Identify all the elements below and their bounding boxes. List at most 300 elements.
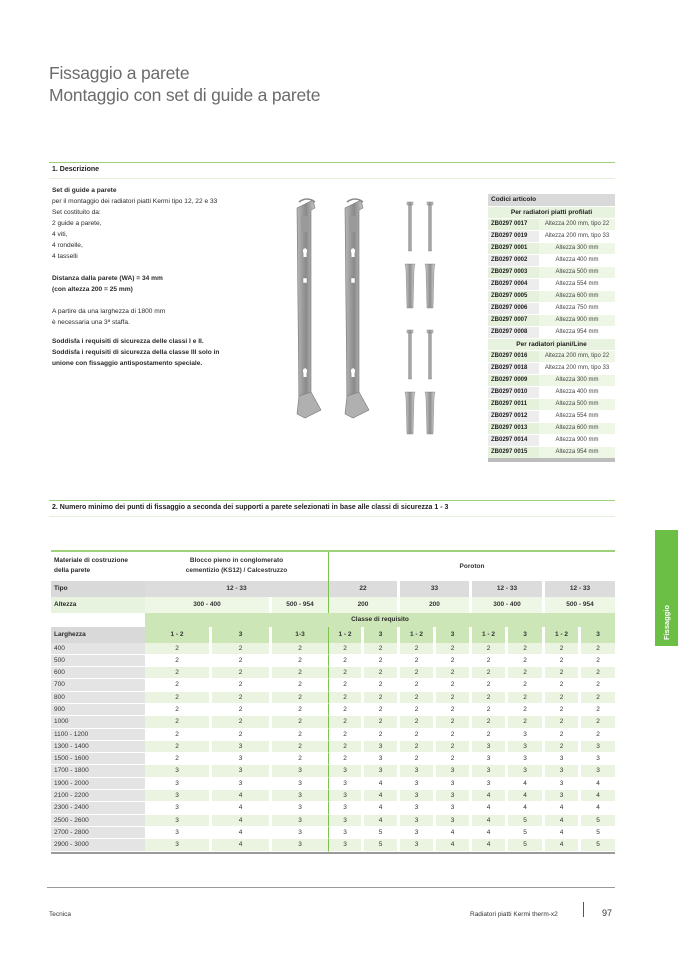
class-header: 1 - 2: [145, 627, 209, 643]
fixing-count: 2: [505, 643, 542, 655]
width-label: 700: [51, 679, 145, 691]
fixing-count: 3: [269, 839, 328, 851]
code-row: [488, 218, 615, 230]
code-row: [488, 386, 615, 398]
fixing-count: 3: [433, 815, 469, 827]
fixing-count: 3: [397, 790, 433, 802]
width-label: 800: [51, 692, 145, 704]
fixing-count: 4: [469, 815, 505, 827]
fixing-count: 2: [328, 643, 361, 655]
fixing-count: 3: [269, 802, 328, 814]
fixing-count: 4: [542, 839, 578, 851]
fixing-count: 5: [361, 839, 397, 851]
fixing-count: 2: [145, 679, 209, 691]
fixing-count: 3: [397, 778, 433, 790]
fixing-count: 3: [145, 765, 209, 777]
fixing-count: 3: [542, 765, 578, 777]
classe-row: [51, 613, 615, 627]
fixing-count: 2: [328, 716, 361, 728]
fixing-count: 2: [361, 643, 397, 655]
article-desc: Altezza 750 mm: [539, 303, 615, 314]
fixing-count: 2: [145, 741, 209, 753]
description-block: [52, 185, 282, 369]
fixing-count: 3: [542, 753, 578, 765]
material-block-header: Blocco pieno in conglomerato cementizio (KS12) / Calcestruzzo: [185, 557, 288, 574]
fixing-count: 2: [269, 655, 328, 667]
fixing-count: 2: [433, 679, 469, 691]
fixing-count: 2: [328, 704, 361, 716]
fixing-count: 2: [269, 679, 328, 691]
distance-line: Distanza dalla parete (WA) = 34 mm: [52, 275, 163, 282]
fixing-count: 4: [578, 802, 615, 814]
fixing-count: 4: [469, 839, 505, 851]
fixing-count: 2: [269, 729, 328, 741]
fixing-count: 3: [269, 815, 328, 827]
page-title: [49, 62, 320, 106]
safety-line: Soddisfa i requisiti di sicurezza delle classi I e II.: [52, 338, 204, 345]
fixing-count: 2: [433, 643, 469, 655]
code-row: [488, 398, 615, 410]
article-desc: Altezza 400 mm: [539, 387, 615, 398]
fixing-count: 2: [542, 704, 578, 716]
class-header: 3: [209, 627, 269, 643]
fixing-count: 2: [361, 729, 397, 741]
fixing-count: 2: [469, 729, 505, 741]
fixing-count: 3: [145, 778, 209, 790]
article-code: ZB0297 0015: [488, 447, 539, 458]
distance-line: (con altezza 200 = 25 mm): [52, 286, 133, 293]
fixing-count: 3: [361, 753, 397, 765]
article-desc: Altezza 200 mm, tipo 22: [539, 219, 615, 230]
table-row: [51, 679, 615, 691]
code-row: [488, 254, 615, 266]
article-desc: Altezza 200 mm, tipo 22: [539, 351, 615, 362]
fixing-count: 3: [469, 765, 505, 777]
fixing-count: 2: [209, 704, 269, 716]
fixing-count: 2: [269, 704, 328, 716]
fixing-count: 2: [328, 692, 361, 704]
fixing-count: 2: [578, 643, 615, 655]
fixing-count: 3: [397, 765, 433, 777]
code-row: [488, 242, 615, 254]
fixing-count: 2: [328, 679, 361, 691]
fixing-count: 2: [469, 667, 505, 679]
note-line: è necessaria una 3ª staffa.: [52, 319, 130, 326]
fixing-count: 2: [361, 667, 397, 679]
fixing-count: 2: [397, 667, 433, 679]
fixing-count: 4: [209, 790, 269, 802]
article-code: ZB0297 0002: [488, 255, 539, 266]
fixing-count: 3: [397, 815, 433, 827]
fixing-count: 2: [361, 692, 397, 704]
fixing-count: 4: [505, 790, 542, 802]
code-row: [488, 434, 615, 446]
code-row: [488, 446, 615, 458]
fixing-count: 3: [209, 778, 269, 790]
article-code: ZB0297 0019: [488, 231, 539, 242]
product-illustration: [285, 196, 480, 436]
fixing-count: 2: [145, 643, 209, 655]
article-code: ZB0297 0011: [488, 399, 539, 410]
code-row: [488, 326, 615, 338]
code-row: [488, 314, 615, 326]
fixing-count: 3: [328, 790, 361, 802]
fixing-count: 2: [145, 704, 209, 716]
fixing-count: 2: [209, 692, 269, 704]
fixing-count: 2: [209, 655, 269, 667]
fixing-count: 2: [361, 679, 397, 691]
width-label: 500: [51, 655, 145, 667]
width-label: 2700 - 2800: [51, 827, 145, 839]
fixing-count: 4: [469, 790, 505, 802]
code-row: [488, 230, 615, 242]
fixing-count: 3: [209, 741, 269, 753]
product-title: Set di guide a parete: [52, 187, 117, 194]
width-label: 1500 - 1600: [51, 753, 145, 765]
article-code: ZB0297 0003: [488, 267, 539, 278]
article-code: ZB0297 0004: [488, 279, 539, 290]
fixing-count: 4: [542, 815, 578, 827]
fixing-count: 4: [433, 839, 469, 851]
fixing-count: 2: [433, 655, 469, 667]
fixing-count: 3: [145, 802, 209, 814]
fixing-count: 2: [578, 704, 615, 716]
fixing-count: 4: [209, 802, 269, 814]
fixing-count: 2: [578, 716, 615, 728]
wall-bracket-set-icon: [285, 196, 480, 436]
desc-line: 4 rondelle,: [52, 242, 83, 249]
fixing-count: 2: [328, 667, 361, 679]
width-label: 1900 - 2000: [51, 778, 145, 790]
fixing-count: 2: [397, 692, 433, 704]
table-row: [51, 716, 615, 728]
desc-line: per il montaggio dei radiatori piatti Kermi tipo 12, 22 e 33: [52, 198, 218, 205]
article-desc: Altezza 400 mm: [539, 255, 615, 266]
fixing-count: 3: [269, 790, 328, 802]
fixing-count: 2: [505, 679, 542, 691]
article-desc: Altezza 554 mm: [539, 279, 615, 290]
fixing-count: 2: [397, 753, 433, 765]
fixing-count: 3: [361, 765, 397, 777]
fixing-count: 2: [578, 667, 615, 679]
fixing-count: 3: [269, 778, 328, 790]
codes-header: Codici articolo: [488, 194, 615, 206]
fixing-count: 3: [505, 753, 542, 765]
width-label: 2900 - 3000: [51, 839, 145, 851]
article-code: ZB0297 0018: [488, 363, 539, 374]
fixing-count: 3: [328, 802, 361, 814]
fixing-count: 4: [469, 802, 505, 814]
code-row: [488, 302, 615, 314]
safety-line: Soddisfa i requisiti di sicurezza della classe III solo in: [52, 349, 220, 356]
article-code: ZB0297 0005: [488, 291, 539, 302]
desc-line: 4 tasselli: [52, 253, 78, 260]
fixing-count: 2: [469, 692, 505, 704]
page-title-line1: Fissaggio a parete: [49, 63, 190, 83]
fixing-count: 2: [433, 716, 469, 728]
fixing-count: 5: [578, 815, 615, 827]
code-row: [488, 350, 615, 362]
width-label: 1100 - 1200: [51, 729, 145, 741]
fixing-count: 2: [433, 741, 469, 753]
fixing-count: 2: [328, 729, 361, 741]
fixing-count: 4: [505, 802, 542, 814]
width-label: 1300 - 1400: [51, 741, 145, 753]
article-desc: Altezza 200 mm, tipo 33: [539, 231, 615, 242]
fixing-count: 3: [433, 802, 469, 814]
fixing-count: 3: [578, 753, 615, 765]
fixing-count: 4: [578, 790, 615, 802]
fixing-count: 2: [209, 729, 269, 741]
fixing-count: 2: [269, 667, 328, 679]
fixing-count: 2: [542, 643, 578, 655]
fixing-points-table: [51, 550, 615, 854]
classe-label: Classe di requisito: [145, 613, 615, 627]
table-row: [51, 778, 615, 790]
fixing-count: 4: [433, 827, 469, 839]
fixing-count: 2: [145, 729, 209, 741]
fixing-count: 3: [505, 741, 542, 753]
class-header: 3: [361, 627, 397, 643]
class-header: 1-3: [269, 627, 328, 643]
section-side-tab[interactable]: [655, 530, 678, 646]
fixing-count: 3: [397, 802, 433, 814]
table-row: [51, 692, 615, 704]
fixing-count: 5: [505, 827, 542, 839]
fixing-count: 4: [578, 778, 615, 790]
fixing-count: 5: [578, 827, 615, 839]
fixing-count: 2: [145, 716, 209, 728]
fixing-count: 2: [505, 667, 542, 679]
fixing-count: 4: [209, 815, 269, 827]
fixing-count: 3: [145, 815, 209, 827]
fixing-count: 2: [397, 655, 433, 667]
fixing-count: 4: [361, 802, 397, 814]
fixing-count: 3: [505, 765, 542, 777]
article-code: ZB0297 0012: [488, 411, 539, 422]
altezza-row: Altezza 300 - 400 500 - 954 200 200 300 - 400 500 - 954: [51, 597, 615, 613]
table-row: [51, 704, 615, 716]
code-row: [488, 266, 615, 278]
table-row: [51, 667, 615, 679]
fixing-count: 2: [578, 729, 615, 741]
fixing-count: 3: [328, 778, 361, 790]
section-heading-descrizione: 1. Descrizione: [49, 162, 615, 179]
article-desc: Altezza 300 mm: [539, 243, 615, 254]
code-row: [488, 410, 615, 422]
fixing-count: 2: [145, 692, 209, 704]
fixing-count: 2: [361, 704, 397, 716]
article-desc: Altezza 554 mm: [539, 411, 615, 422]
fixing-count: 2: [433, 692, 469, 704]
fixing-count: 4: [209, 839, 269, 851]
table-row: [51, 802, 615, 814]
fixing-count: 3: [433, 765, 469, 777]
page-number: 97: [602, 908, 613, 918]
article-code: ZB0297 0007: [488, 315, 539, 326]
fixing-count: 3: [542, 790, 578, 802]
fixing-count: 3: [542, 778, 578, 790]
table-row: [51, 729, 615, 741]
class-header: 1 - 2: [542, 627, 578, 643]
fixing-count: 2: [469, 704, 505, 716]
fixing-count: 2: [433, 667, 469, 679]
fixing-count: 4: [542, 827, 578, 839]
fixing-count: 4: [469, 827, 505, 839]
fixing-count: 4: [361, 790, 397, 802]
fixing-count: 2: [269, 716, 328, 728]
table-row: [51, 655, 615, 667]
class-header: 1 - 2: [469, 627, 505, 643]
code-row: [488, 278, 615, 290]
fixing-count: 2: [328, 753, 361, 765]
article-desc: Altezza 954 mm: [539, 327, 615, 338]
fixing-count: 5: [578, 839, 615, 851]
fixing-count: 2: [397, 679, 433, 691]
page-title-line2: Montaggio con set di guide a parete: [49, 85, 321, 105]
fixing-count: 3: [469, 753, 505, 765]
article-desc: Altezza 900 mm: [539, 315, 615, 326]
fixing-count: 3: [578, 741, 615, 753]
class-header: 3: [505, 627, 542, 643]
fixing-count: 2: [505, 692, 542, 704]
fixing-count: 4: [542, 802, 578, 814]
table-row: [51, 643, 615, 655]
code-row: [488, 290, 615, 302]
fixing-count: 3: [433, 778, 469, 790]
width-label: 900: [51, 704, 145, 716]
width-label: 600: [51, 667, 145, 679]
table-row: [51, 815, 615, 827]
fixing-count: 3: [328, 765, 361, 777]
fixing-count: 2: [542, 729, 578, 741]
material-label: Materiale di costruzione della parete: [54, 557, 129, 574]
desc-line: 4 viti,: [52, 231, 68, 238]
article-desc: Altezza 954 mm: [539, 447, 615, 458]
fixing-count: 2: [433, 753, 469, 765]
fixing-count: 2: [397, 741, 433, 753]
fixing-count: 3: [361, 741, 397, 753]
article-code: ZB0297 0006: [488, 303, 539, 314]
fixing-count: 2: [397, 643, 433, 655]
fixing-count: 3: [578, 765, 615, 777]
fixing-count: 2: [209, 643, 269, 655]
fixing-count: 2: [269, 753, 328, 765]
fixing-count: 2: [145, 667, 209, 679]
fixing-count: 2: [361, 655, 397, 667]
fixing-count: 2: [542, 667, 578, 679]
fixing-count: 2: [361, 716, 397, 728]
fixing-count: 2: [433, 729, 469, 741]
fixing-count: 3: [328, 827, 361, 839]
fixing-count: 2: [469, 643, 505, 655]
width-label: 2500 - 2600: [51, 815, 145, 827]
class-header: 3: [578, 627, 615, 643]
fixing-count: 2: [505, 716, 542, 728]
fixing-count: 2: [542, 679, 578, 691]
class-header: 3: [433, 627, 469, 643]
table-row: [51, 753, 615, 765]
fixing-count: 2: [269, 741, 328, 753]
fixing-count: 3: [269, 827, 328, 839]
fixing-count: 2: [469, 716, 505, 728]
fixing-count: 3: [269, 765, 328, 777]
codes-group-title: Per radiatori piani/Line: [488, 338, 615, 350]
article-code: ZB0297 0010: [488, 387, 539, 398]
width-label: 1700 - 1800: [51, 765, 145, 777]
fixing-count: 2: [328, 741, 361, 753]
fixing-count: 2: [397, 704, 433, 716]
fixing-count: 3: [469, 741, 505, 753]
fixing-count: 2: [328, 655, 361, 667]
material-poroton-header: Poroton: [328, 552, 615, 581]
tipo-row: Tipo 12 - 33 22 33 12 - 33 12 - 33: [51, 581, 615, 597]
fixing-count: 3: [209, 753, 269, 765]
fixing-count: 5: [505, 815, 542, 827]
code-row: [488, 374, 615, 386]
article-code: ZB0297 0001: [488, 243, 539, 254]
fixing-count: 4: [361, 778, 397, 790]
footer-section: Tecnica: [49, 911, 72, 918]
fixing-count: 2: [145, 655, 209, 667]
fixing-count: 3: [433, 790, 469, 802]
fixing-count: 2: [145, 753, 209, 765]
larghezza-row: Larghezza 1 - 2 3 1-3 1 - 2 3 1 - 2 3 1 - 2 3 1 - 2 3: [51, 627, 615, 643]
footer-doc-title: Radiatori piatti Kermi therm-x2: [470, 911, 558, 918]
article-desc: Altezza 500 mm: [539, 267, 615, 278]
fixing-count: 2: [542, 741, 578, 753]
article-code: ZB0297 0013: [488, 423, 539, 434]
table-row: [51, 765, 615, 777]
side-tab-label: Fissaggio: [662, 604, 671, 640]
article-code: ZB0297 0014: [488, 435, 539, 446]
fixing-count: 2: [269, 692, 328, 704]
article-desc: Altezza 900 mm: [539, 435, 615, 446]
fixing-count: 2: [505, 655, 542, 667]
article-codes-table: [488, 194, 615, 462]
fixing-count: 5: [505, 839, 542, 851]
fixing-count: 3: [328, 839, 361, 851]
desc-line: 2 guide a parete,: [52, 220, 102, 227]
width-label: 400: [51, 643, 145, 655]
fixing-count: 2: [433, 704, 469, 716]
article-code: ZB0297 0017: [488, 219, 539, 230]
fixing-count: 2: [542, 692, 578, 704]
fixing-count: 2: [209, 716, 269, 728]
article-code: ZB0297 0016: [488, 351, 539, 362]
code-row: [488, 362, 615, 374]
fixing-count: 3: [145, 790, 209, 802]
class-header: 1 - 2: [328, 627, 361, 643]
table-row: [51, 827, 615, 839]
codes-group-title: Per radiatori piatti profilati: [488, 206, 615, 218]
fixing-count: 2: [578, 679, 615, 691]
fixing-count: 2: [209, 667, 269, 679]
table-row: [51, 790, 615, 802]
fixing-count: 2: [469, 655, 505, 667]
fixing-count: 2: [209, 679, 269, 691]
table-row: [51, 839, 615, 851]
fixing-count: 3: [209, 765, 269, 777]
fixing-count: 3: [397, 839, 433, 851]
article-desc: Altezza 500 mm: [539, 399, 615, 410]
fixing-count: 2: [578, 655, 615, 667]
fixing-count: 4: [361, 815, 397, 827]
section-heading-fixing-points: 2. Numero minimo dei punti di fissaggio a seconda dei supporti a parete selezionati in base alle classi di sicurezza 1 - 3: [49, 500, 615, 517]
fixing-count: 2: [542, 716, 578, 728]
fixing-count: 4: [505, 778, 542, 790]
article-desc: Altezza 600 mm: [539, 423, 615, 434]
